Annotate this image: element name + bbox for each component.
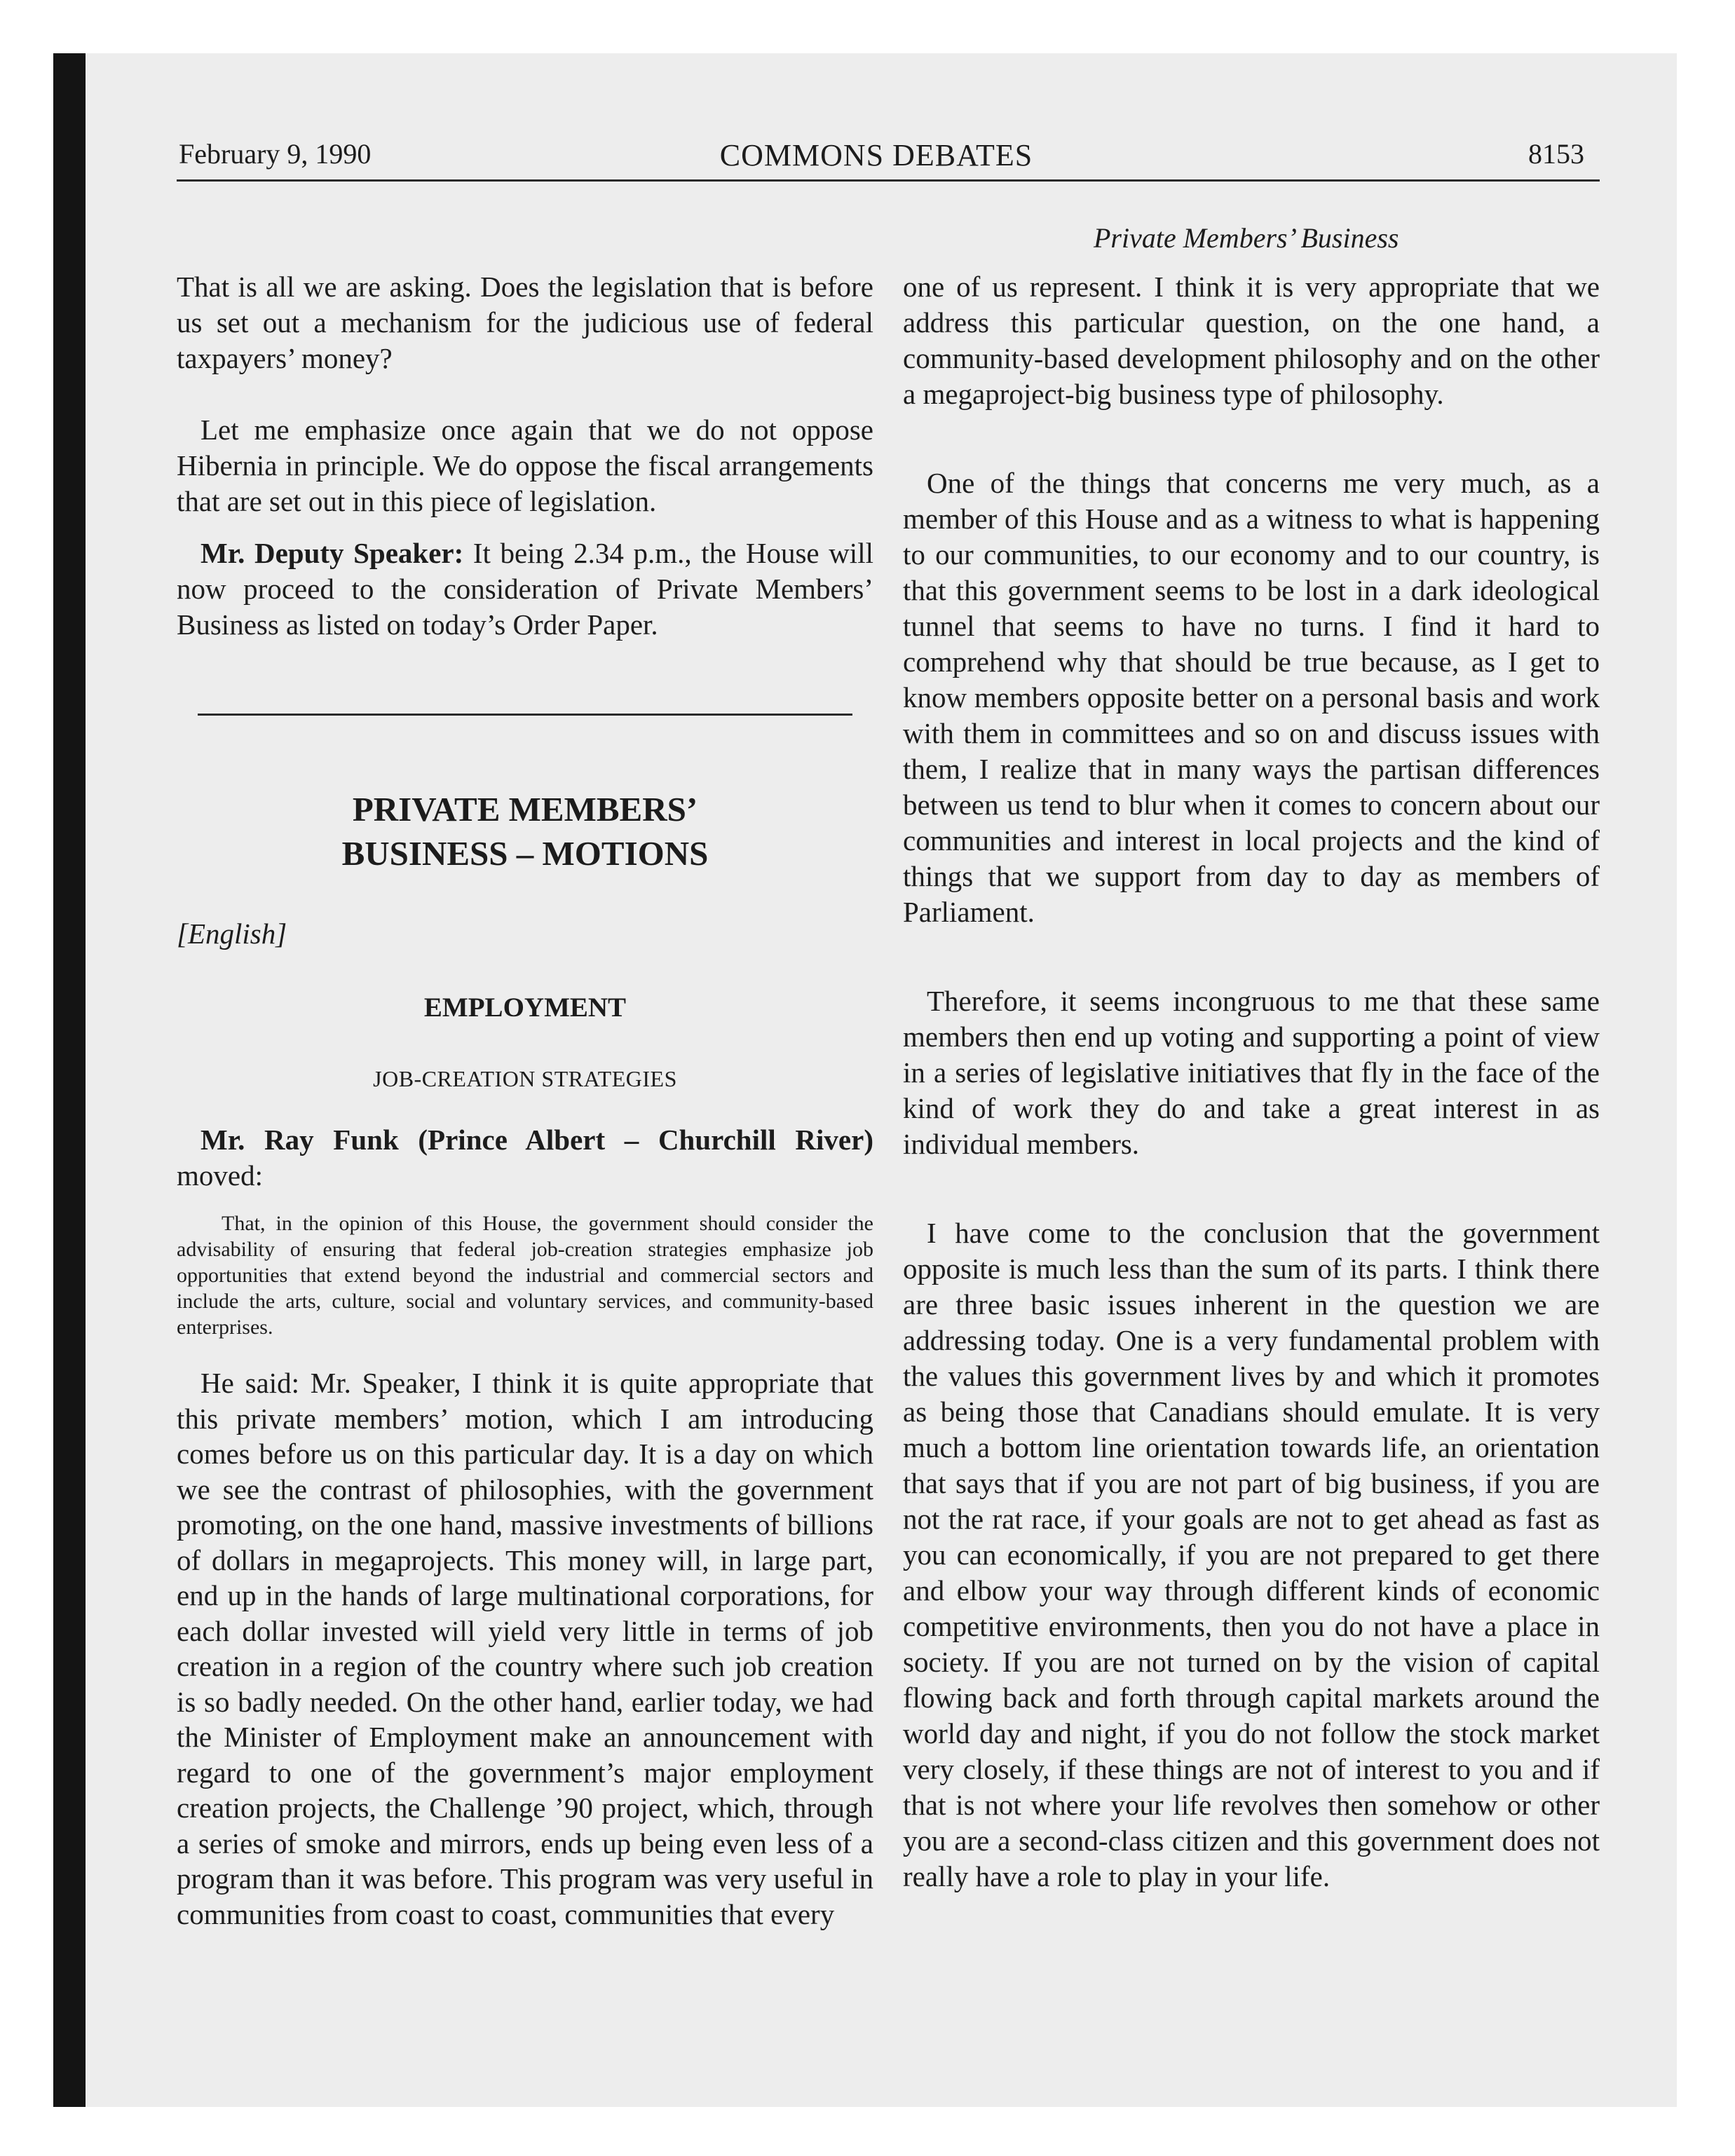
- paragraph: I have come to the conclusion that the government opposite is much less than the sum of its parts. I think there are three basic issues inherent in the question we are addressing today. One is a very fundamental problem with the values this government lives by and which it promotes as being those that Canadians should emulate. It is very much a bottom line orientation towards life, an orientation that says that if you are not part of big business, if you are not the rat race, if your goals are not to get ahead as fast as you can economically, if you are not prepared to get there and elbow your way through different kinds of economic competitive environments, then you do not have a place in society. If you are not turned on by the vision of capital flowing back and forth through capital markets around the world day and night, if you do not follow the stock market very closely, if these things are not of interest to you and if that is not where your life revolves then somehow or other you are a second-class citizen and this government does not really have a role to play in your life.: [903, 1217, 1600, 1892]
- speaker-paragraph: [177, 535, 873, 643]
- speaker-text: It being 2.34 p.m., the House will now proceed to the consideration of Private Members’ Business as listed on today’s Order Paper.: [177, 537, 873, 641]
- section-heading: PRIVATE MEMBERS’: [352, 790, 698, 828]
- subject-heading: EMPLOYMENT: [423, 992, 627, 1023]
- motion-text: That, in the opinion of this House, the government should consider the advisability of ensuring that federal job-creation strategies emphasize job opportunities that extend beyond the industrial and commercial sectors and include the arts, culture, social and voluntary services, and community-based enterprises.: [177, 1212, 873, 1339]
- mover-name: Mr. Ray Funk (Prince Albert – Churchill River): [200, 1124, 873, 1156]
- paragraph: Let me emphasize once again that we do not oppose Hibernia in principle. We do oppose the fiscal arrangements that are set out in this piece of legislation.: [177, 414, 873, 517]
- paragraph: He said: Mr. Speaker, I think it is quite appropriate that this private members’ motion, which I am introducing comes before us on this particular day. It is a day on which we see the contrast of philosophies, with the government promoting, on the one hand, massive investments of billions of dollars in megaprojects. This money will, in large part, end up in the hands of large multinational corporations, for each dollar invested will yield very little in terms of job creation in a region of the country where such job creation is so badly needed. On the other hand, earlier today, we had the Minister of Employment make an announcement with regard to one of the government’s major employment creation projects, the Challenge ’90 project, which, through a series of smoke and mirrors, ends up being even less of a program than it was before. This program was very useful in communities from coast to coast, communities that every: [177, 1367, 873, 1930]
- paragraph: Therefore, it seems incongruous to me that these same members then end up voting and supporting a point of view in a series of legislative initiatives that fly in the face of the kind of work they do and take a great interest in as individual members.: [903, 985, 1600, 1160]
- subsubject-heading: JOB-CREATION STRATEGIES: [373, 1066, 677, 1091]
- left-column: [177, 269, 873, 1932]
- header-date: February 9, 1990: [179, 138, 372, 170]
- header-rule: [177, 179, 1600, 182]
- paragraph: one of us represent. I think it is very appropriate that we address this particular question, on the one hand, a community-based development philosophy and on the other a megaproject-big business type of philosophy.: [903, 271, 1600, 410]
- section-divider: [198, 714, 852, 716]
- right-column: [903, 269, 1600, 1895]
- mover-action: moved:: [177, 1159, 263, 1192]
- page-number: 8153: [1528, 138, 1584, 170]
- paragraph: One of the things that concerns me very much, as a member of this House and as a witness to what is happening to our communities, to our economy and to our country, is that this government seems to be lost in a dark ideological tunnel that seems to have no turns. I find it hard to comprehend why that should be true because, as I get to know members opposite better on a personal basis and work with them in committees and so on and discuss issues with them, I realize that in many ways the partisan differences between us tend to blur when it comes to concern about our communities and interest in local projects and the kind of things that we support from day to day as members of Parliament.: [903, 467, 1600, 928]
- header-title: COMMONS DEBATES: [719, 138, 1033, 172]
- section-heading: BUSINESS – MOTIONS: [341, 834, 709, 873]
- running-head: Private Members’ Business: [1094, 222, 1399, 254]
- language-tag: [English]: [177, 917, 287, 950]
- binding-edge: [53, 53, 86, 2107]
- speaker-name: Mr. Deputy Speaker:: [200, 537, 464, 569]
- paragraph: That is all we are asking. Does the legislation that is before us set out a mechanism for the judicious use of federal taxpayers’ money?: [177, 271, 873, 374]
